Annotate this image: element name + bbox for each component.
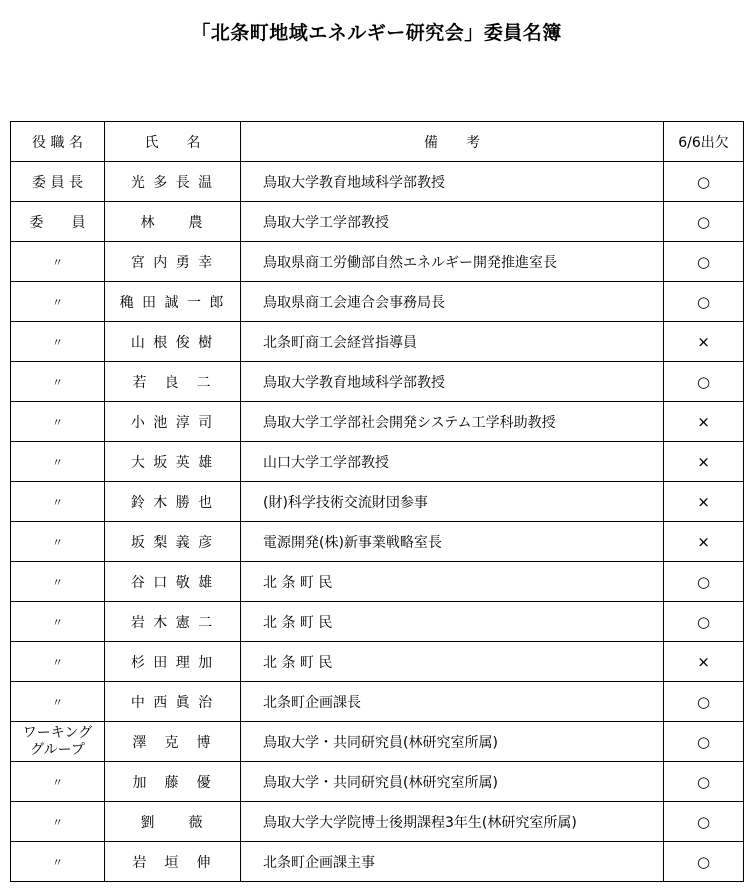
member-name-cell: 劉 薇 <box>105 802 241 842</box>
table-row <box>11 802 744 842</box>
remarks-cell: 鳥取大学教育地域科学部教授 <box>241 162 664 202</box>
table-row <box>11 402 744 442</box>
remarks-cell: 北条町企画課主事 <box>241 842 664 882</box>
member-name-cell: 澤 克 博 <box>105 722 241 762</box>
member-name-cell: 岩 木 憲 二 <box>105 602 241 642</box>
member-name-cell: 穐 田 誠 一 郎 <box>105 282 241 322</box>
table-row <box>11 242 744 282</box>
remarks-cell: 鳥取大学工学部社会開発システム工学科助教授 <box>241 402 664 442</box>
table-body <box>11 162 744 882</box>
member-name-cell: 谷 口 敬 雄 <box>105 562 241 602</box>
member-name-cell: 宮 内 勇 幸 <box>105 242 241 282</box>
position-cell: ワーキング グループ <box>11 722 105 762</box>
remarks-cell: 北 条 町 民 <box>241 642 664 682</box>
member-name-cell: 鈴 木 勝 也 <box>105 482 241 522</box>
remarks-cell: 鳥取県商工会連合会事務局長 <box>241 282 664 322</box>
member-name-cell: 岩 垣 伸 <box>105 842 241 882</box>
remarks-cell: 電源開発(株)新事業戦略室長 <box>241 522 664 562</box>
table-row <box>11 762 744 802</box>
document-title: 「北条町地域エネルギー研究会」委員名簿 <box>191 22 562 44</box>
attendance-cell: × <box>664 482 744 522</box>
attendance-cell: × <box>664 442 744 482</box>
header-name: 氏 名 <box>105 122 241 162</box>
attendance-cell: ○ <box>664 562 744 602</box>
remarks-cell: 北 条 町 民 <box>241 562 664 602</box>
remarks-cell: 鳥取大学大学院博士後期課程3年生(林研究室所属) <box>241 802 664 842</box>
member-name-cell: 中 西 眞 治 <box>105 682 241 722</box>
table-row <box>11 322 744 362</box>
attendance-cell: ○ <box>664 362 744 402</box>
position-cell: 〃 <box>11 522 105 562</box>
attendance-cell: ○ <box>664 282 744 322</box>
member-name-cell: 坂 梨 義 彦 <box>105 522 241 562</box>
attendance-cell: ○ <box>664 602 744 642</box>
attendance-cell: × <box>664 522 744 562</box>
remarks-cell: (財)科学技術交流財団参事 <box>241 482 664 522</box>
attendance-cell: ○ <box>664 722 744 762</box>
remarks-cell: 鳥取大学教育地域科学部教授 <box>241 362 664 402</box>
table-row <box>11 562 744 602</box>
member-name-cell: 加 藤 優 <box>105 762 241 802</box>
member-name-cell: 若 良 二 <box>105 362 241 402</box>
table-row <box>11 842 744 882</box>
position-cell: 〃 <box>11 322 105 362</box>
member-name-cell: 光 多 長 温 <box>105 162 241 202</box>
member-name-cell: 山 根 俊 樹 <box>105 322 241 362</box>
position-cell: 〃 <box>11 642 105 682</box>
remarks-cell: 北条町商工会経営指導員 <box>241 322 664 362</box>
remarks-cell: 鳥取大学工学部教授 <box>241 202 664 242</box>
header-attendance: 6/6出欠 <box>664 122 744 162</box>
member-name-cell: 林 農 <box>105 202 241 242</box>
table-row <box>11 482 744 522</box>
remarks-cell: 鳥取大学・共同研究員(林研究室所属) <box>241 722 664 762</box>
member-roster-table <box>10 121 744 882</box>
table-row <box>11 682 744 722</box>
position-cell: 〃 <box>11 602 105 642</box>
position-cell: 〃 <box>11 762 105 802</box>
remarks-cell: 山口大学工学部教授 <box>241 442 664 482</box>
position-cell: 〃 <box>11 482 105 522</box>
position-cell: 〃 <box>11 682 105 722</box>
position-cell: 〃 <box>11 402 105 442</box>
position-cell: 〃 <box>11 442 105 482</box>
position-cell: 〃 <box>11 802 105 842</box>
position-cell: 委 員 <box>11 202 105 242</box>
attendance-cell: ○ <box>664 242 744 282</box>
remarks-cell: 鳥取大学・共同研究員(林研究室所属) <box>241 762 664 802</box>
position-cell: 〃 <box>11 842 105 882</box>
attendance-cell: ○ <box>664 202 744 242</box>
position-cell: 〃 <box>11 242 105 282</box>
attendance-cell: × <box>664 322 744 362</box>
attendance-cell: ○ <box>664 162 744 202</box>
header-remarks: 備 考 <box>241 122 664 162</box>
table-row <box>11 162 744 202</box>
member-name-cell: 大 坂 英 雄 <box>105 442 241 482</box>
table-row <box>11 362 744 402</box>
table-row <box>11 282 744 322</box>
remarks-cell: 鳥取県商工労働部自然エネルギー開発推進室長 <box>241 242 664 282</box>
header-position: 役 職 名 <box>11 122 105 162</box>
attendance-cell: ○ <box>664 802 744 842</box>
table-row <box>11 722 744 762</box>
attendance-cell: ○ <box>664 762 744 802</box>
attendance-cell: × <box>664 642 744 682</box>
position-cell: 委 員 長 <box>11 162 105 202</box>
table-row <box>11 522 744 562</box>
attendance-cell: ○ <box>664 842 744 882</box>
position-cell: 〃 <box>11 562 105 602</box>
remarks-cell: 北条町企画課長 <box>241 682 664 722</box>
member-name-cell: 小 池 淳 司 <box>105 402 241 442</box>
remarks-cell: 北 条 町 民 <box>241 602 664 642</box>
attendance-cell: × <box>664 402 744 442</box>
table-header-row <box>11 122 744 162</box>
table-row <box>11 642 744 682</box>
position-cell: 〃 <box>11 282 105 322</box>
attendance-cell: ○ <box>664 682 744 722</box>
table-row <box>11 442 744 482</box>
table-row <box>11 602 744 642</box>
member-name-cell: 杉 田 理 加 <box>105 642 241 682</box>
table-row <box>11 202 744 242</box>
position-cell: 〃 <box>11 362 105 402</box>
